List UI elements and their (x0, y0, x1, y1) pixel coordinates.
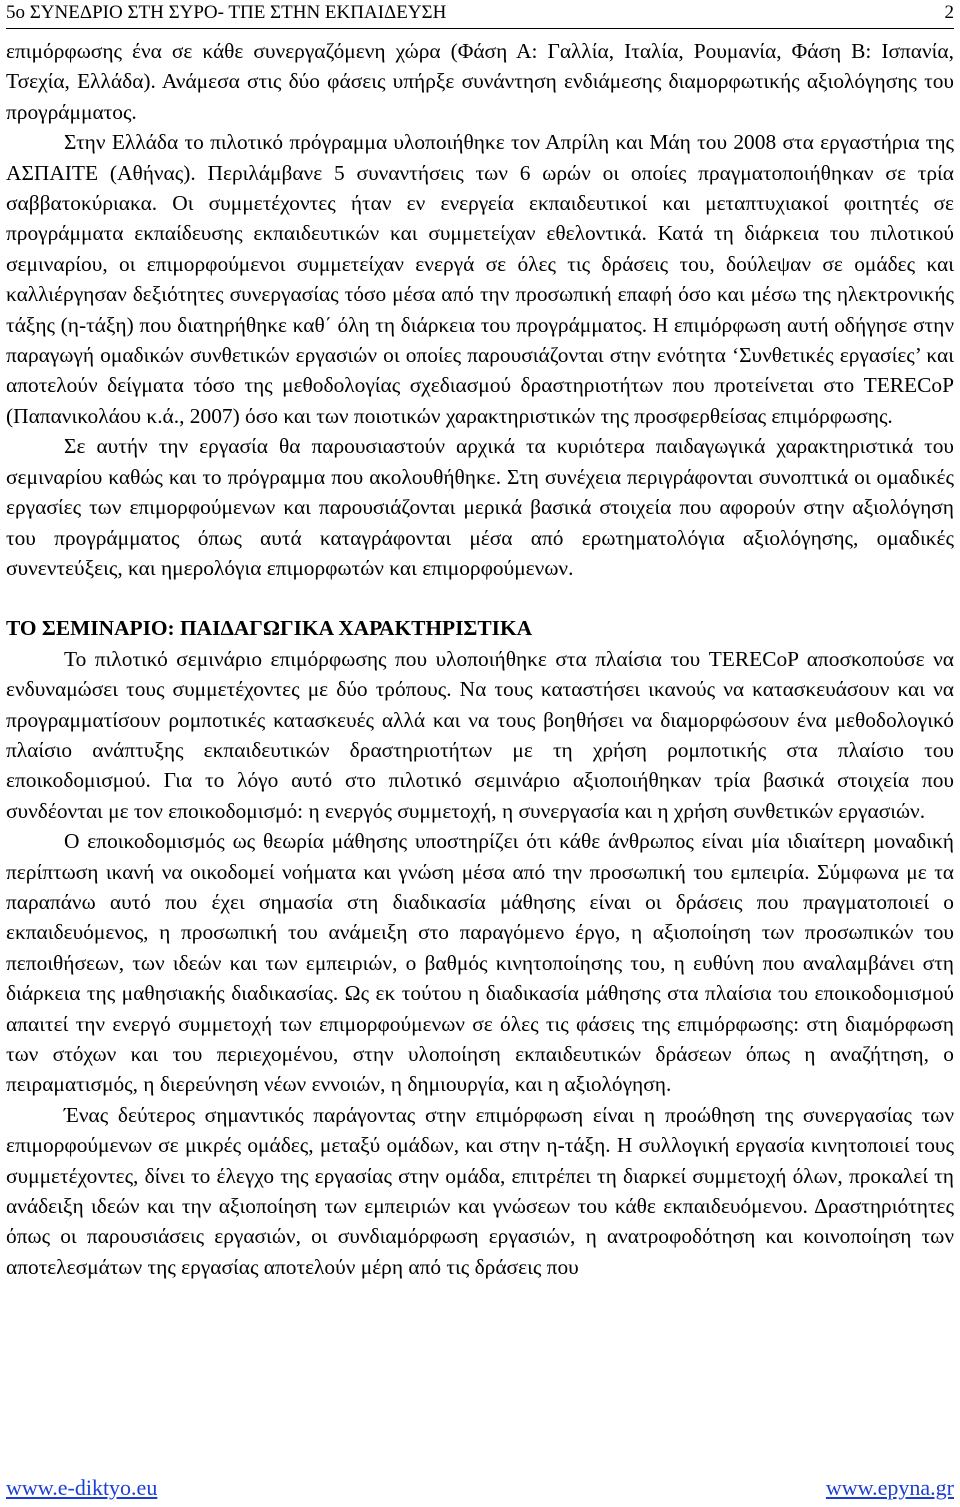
paragraph-1: επιμόρφωσης ένα σε κάθε συνεργαζόμενη χώρα (Φάση Α: Γαλλία, Ιταλία, Ρουμανία, Φάση Β: Ισπανία, Τσεχία, Ελλάδα). Ανάμεσα στις δύο φάσεις υπήρξε συνάντηση ενδιάμεσης διαμορφωτικής αξιολόγησης του προγράμματος. (6, 39, 954, 124)
page-header (6, 0, 954, 29)
section-spacer (6, 583, 954, 613)
paragraph-3: Σε αυτήν την εργασία θα παρουσιαστούν αρχικά τα κυριότερα παιδαγωγικά χαρακτηριστικά του σεμιναρίου καθώς και το πρόγραμμα που ακολουθήθηκε. Στη συνέχεια περιγράφονται συνοπτικά οι ομαδικές εργασίες των επιμορφούμενων και παρουσιάζονται μερικά βασικά στοιχεία που αφορούν στην αξιολόγηση του προγράμματος όπως αυτά καταγράφονται μέσα από ερωτηματολόγια αξιολόγησης, ομαδικές συνεντεύξεις, και ημερολόγια επιμορφωτών και επιμορφούμενων. (6, 434, 954, 580)
page-footer (6, 1473, 954, 1503)
paragraph-4: Το πιλοτικό σεμινάριο επιμόρφωσης που υλοποιήθηκε στα πλαίσια του TERECoP αποσκοπούσε να ενδυναμώσει τους συμμετέχοντες με δύο τρόπους. Να τους καταστήσει ικανούς να κατασκευάσουν και να προγραμματίσουν ρομποτικές κατασκευές αλλά και να τους βοηθήσει να διαμορφώσουν ένα μεθοδολογικό πλαίσιο ανάπτυξης εκπαιδευτικών δραστηριοτήτων με τη χρήση ρομποτικής στα πλαίσιο του εποικοδομισμού. Για το λόγο αυτό στο πιλοτικό σεμινάριο αξιοποιήθηκαν τρία βασικά στοιχεία που συνδέονται με τον εποικοδομισμό: η ενεργός συμμετοχή, η συνεργασία και η χρήση συνθετικών εργασιών. (6, 646, 954, 823)
header-title: 5ο ΣΥΝΕΔΡΙΟ ΣΤΗ ΣΥΡΟ- ΤΠΕ ΣΤΗΝ ΕΚΠΑΙΔΕΥΣΗ (6, 2, 447, 23)
paragraph-5: Ο εποικοδομισμός ως θεωρία μάθησης υποστηρίζει ότι κάθε άνθρωπος είναι μία ιδιαίτερη μοναδική περίπτωση ικανή να οικοδομεί νοήματα και γνώση μέσα από την προσωπική του εμπειρία. Σύμφωνα με τα παραπάνω αυτό που έχει σημασία στη διαδικασία μάθησης είναι οι δράσεις που πραγματοποιεί ο εκπαιδευόμενος, η προσωπική του ανάμειξη στο παραγόμενο έργο, η αξιοποίηση των προσωπικών του πεποιθήσεων, των ιδεών και των εμπειριών, ο βαθμός κινητοποίησης του, η ευθύνη που αναλαμβάνει στη διάρκεια της μαθησιακής διαδικασίας. Ως εκ τούτου η διαδικασία μάθησης στα πλαίσια του εποικοδομισμού απαιτεί την ενεργό συμμετοχή των επιμορφούμενων σε όλες τις φάσεις της επιμόρφωσης: στη διαμόρφωση των στόχων και του περιεχομένου, στην υλοποίηση εκπαιδευτικών δράσεων όπως η αναζήτηση, ο πειραματισμός, η διερεύνηση νέων εννοιών, η δημιουργία, και η αξιολόγηση. (6, 829, 954, 1097)
footer-link-epyna[interactable]: www.epyna.gr (825, 1475, 954, 1500)
paragraph-6: Ένας δεύτερος σημαντικός παράγοντας στην επιμόρφωση είναι η προώθηση της συνεργασίας των επιμορφούμενων σε μικρές ομάδες, μεταξύ ομάδων, και στην η-τάξη. Η συλλογική εργασία κινητοποιεί τους συμμετέχοντες, δίνει το έλεγχο της εργασίας στην ομάδα, επιτρέπει τη διαρκεί συμμετοχή όλων, προκαλεί τη ανάδειξη ιδεών και την αξιοποίηση των εμπειριών και γνώσεων του κάθε εκπαιδευόμενου. Δραστηριότητες όπως οι παρουσιάσεις εργασιών, οι συνδιαμόρφωση εργασιών, η ανατροφοδότηση και κοινοποίηση των αποτελεσμάτων της εργασίας αποτελούν μέρη από τις δράσεις που (6, 1102, 954, 1279)
page-number: 2 (944, 2, 954, 23)
section-title: ΤΟ ΣΕΜΙΝΑΡΙΟ: ΠΑΙΔΑΓΩΓΙΚΑ ΧΑΡΑΚΤΗΡΙΣΤΙΚΑ (6, 616, 533, 641)
document-body (6, 36, 954, 1282)
paragraph-2: Στην Ελλάδα το πιλοτικό πρόγραμμα υλοποιήθηκε τον Απρίλη και Μάη του 2008 στα εργαστήρια της ΑΣΠΑΙΤΕ (Αθήνας). Περιλάμβανε 5 συναντήσεις των 6 ωρών οι οποίες πραγματοποιήθηκαν σε τρία σαββατοκύριακα. Οι συμμετέχοντες ήταν εν ενεργεία εκπαιδευτικοί και μεταπτυχιακοί φοιτητές σε προγράμματα εκπαίδευσης εκπαιδευτικών και συμμετείχαν εθελοντικά. Κατά τη διάρκεια του πιλοτικού σεμιναρίου, οι επιμορφούμενοι συμμετείχαν ενεργά σε όλες τις δράσεις του, δούλεψαν σε ομάδες και καλλιέργησαν δεξιότητες συνεργασίας τόσο μέσα από την προσωπική επαφή όσο και μέσω της ηλεκτρονικής τάξης (η-τάξη) που διατηρήθηκε καθ΄ όλη τη διάρκεια του προγράμματος. Η επιμόρφωση αυτή οδήγησε στην παραγωγή ομαδικών συνθετικών εργασιών οι οποίες παρουσιάζονται στην ενότητα ‘Συνθετικές εργασίες’ και αποτελούν δείγματα τόσο της μεθοδολογίας σχεδιασμού δραστηριοτήτων που προτείνεται στο TERECoP (Παπανικολάου κ.ά., 2007) όσο και των ποιοτικών χαρακτηριστικών της προσφερθείσας επιμόρφωσης. (6, 130, 954, 428)
footer-link-e-diktyo[interactable]: www.e-diktyo.eu (6, 1475, 158, 1500)
